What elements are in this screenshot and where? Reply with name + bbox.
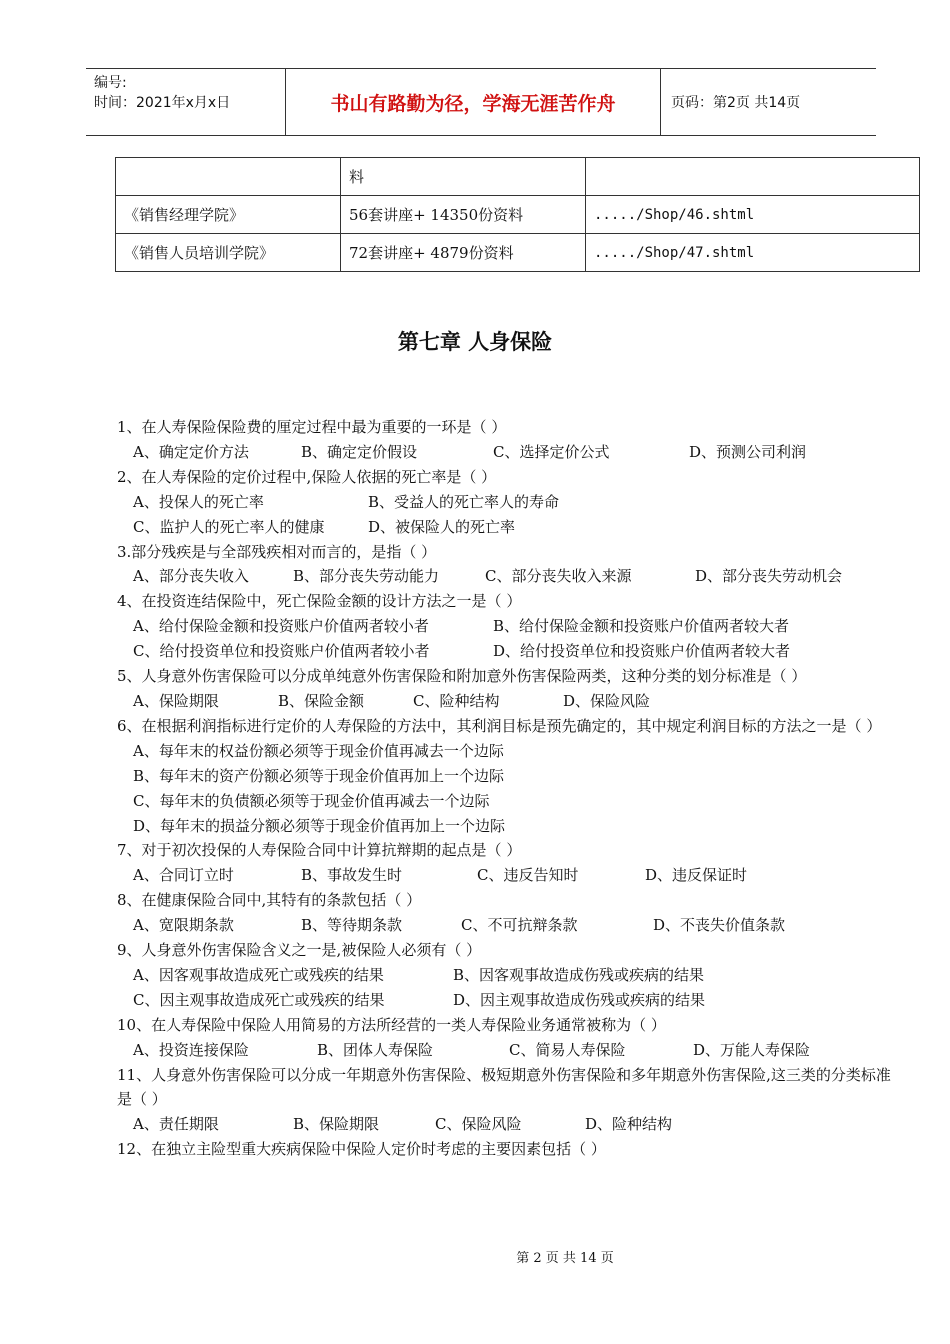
option-item: C、因主观事故造成死亡或残疾的结果 <box>133 990 385 1009</box>
question-text: 1、在人寿保险保险费的厘定过程中最为重要的一环是（ ） <box>117 418 507 436</box>
option-item: D、违反保证时 <box>645 866 748 885</box>
option-item: B、事故发生时 <box>301 866 403 885</box>
option-item: B、因客观事故造成伤残或疾病的结果 <box>453 965 705 984</box>
option-item: C、部分丧失收入来源 <box>485 567 632 586</box>
chapter-title: 第七章 人身保险 <box>397 330 553 354</box>
option-item: C、选择定价公式 <box>493 442 610 461</box>
table-cell-link[interactable] <box>586 158 920 196</box>
header-meta <box>86 69 286 135</box>
question-text: 4、在投资连结保险中，死亡保险金额的设计方法之一是（ ） <box>117 592 522 611</box>
option-row <box>117 515 895 540</box>
option-item: C、监护人的死亡率人的健康 <box>133 517 325 536</box>
option-item: B、保险期限 <box>293 1115 380 1134</box>
option-row <box>117 1038 895 1063</box>
page-header <box>86 68 876 136</box>
option-item: B、部分丧失劳动能力 <box>293 567 440 586</box>
option-item: A、每年末的权益份额必须等于现金价值再减去一个边际 <box>133 741 504 760</box>
option-item: B、团体人寿保险 <box>317 1040 434 1059</box>
option-item: A、合同订立时 <box>133 866 234 885</box>
option-item: B、保险金额 <box>278 691 365 710</box>
option-row <box>117 564 895 589</box>
option-item: D、每年末的损益分额必须等于现金价值再加上一个边际 <box>133 816 506 835</box>
header-motto: 书山有路勤为径，学海无涯苦作舟 <box>286 69 661 135</box>
option-item: A、给付保险金额和投资账户价值两者较小者 <box>133 617 429 636</box>
table-cell-link[interactable]: ...../Shop/46.shtml <box>586 196 920 234</box>
option-item: A、宽限期条款 <box>133 916 234 935</box>
option-item: A、因客观事故造成死亡或残疾的结果 <box>133 965 384 984</box>
question-text: 10、在人寿保险中保险人用简易的方法所经营的一类人寿保险业务通常被称为（ ） <box>117 1015 666 1034</box>
option-item: D、保险风险 <box>563 691 651 710</box>
option-row <box>117 913 895 938</box>
option-item: C、违反告知时 <box>477 866 579 885</box>
option-row <box>117 490 895 515</box>
table-cell-name: 《销售经理学院》 <box>116 196 341 234</box>
option-item: A、部分丧失收入 <box>133 567 249 586</box>
table-row <box>116 234 920 272</box>
option-item: C、每年末的负债额必须等于现金价值再减去一个边际 <box>133 791 490 810</box>
option-item: B、确定定价假设 <box>301 442 418 461</box>
question-text: 12、在独立主险型重大疾病保险中保险人定价时考虑的主要因素包括（ ） <box>117 1140 606 1159</box>
question-text: 11、人身意外伤害保险可以分成一年期意外伤害保险、极短期意外伤害保险和多年期意外伤害保险,这三类的分类标准是（ ） <box>117 1065 891 1109</box>
question-list <box>117 415 895 1162</box>
time-label: 时间：2021年x月x日 <box>94 95 231 111</box>
option-row <box>117 963 895 988</box>
option-item: A、投保人的死亡率 <box>133 492 264 511</box>
option-row <box>117 689 895 714</box>
question-text: 6、在根据利润指标进行定价的人寿保险的方法中，其利润目标是预先确定的，其中规定利润目标的方法之一是（ ） <box>117 716 882 735</box>
page-footer: 第 2 页 共 14 页 <box>516 1251 614 1266</box>
option-row <box>117 988 895 1013</box>
table-cell-name <box>116 158 341 196</box>
option-item: D、部分丧失劳动机会 <box>695 567 843 586</box>
option-row <box>117 639 895 664</box>
option-item: B、给付保险金额和投资账户价值两者较大者 <box>493 617 790 636</box>
option-item: C、给付投资单位和投资账户价值两者较小者 <box>133 642 430 661</box>
option-item: D、因主观事故造成伤残或疾病的结果 <box>453 990 706 1009</box>
option-row <box>117 614 895 639</box>
question-text: 2、在人寿保险的定价过程中,保险人依据的死亡率是（ ） <box>117 467 497 486</box>
option-item: D、预测公司利润 <box>689 442 807 461</box>
table-cell-content: 72套讲座+ 4879份资料 <box>341 234 586 272</box>
option-item: A、确定定价方法 <box>133 442 249 461</box>
option-item: C、不可抗辩条款 <box>461 916 578 935</box>
option-item: B、等待期条款 <box>301 916 403 935</box>
table-cell-content: 料 <box>341 158 586 196</box>
option-row <box>117 863 895 888</box>
option-item: C、简易人寿保险 <box>509 1040 626 1059</box>
option-item: B、受益人的死亡率人的寿命 <box>368 492 560 511</box>
question-text: 8、在健康保险合同中,其特有的条款包括（ ） <box>117 891 422 910</box>
code-label: 编号: <box>94 75 127 91</box>
option-item: A、责任期限 <box>133 1115 219 1134</box>
table-row <box>116 158 920 196</box>
option-item: D、万能人寿保险 <box>693 1040 811 1059</box>
table-cell-content: 56套讲座+ 14350份资料 <box>341 196 586 234</box>
question-text: 7、对于初次投保的人寿保险合同中计算抗辩期的起点是（ ） <box>117 841 522 860</box>
question-text: 9、人身意外伤害保险含义之一是,被保险人必须有（ ） <box>117 941 482 960</box>
table-cell-link[interactable]: ...../Shop/47.shtml <box>586 234 920 272</box>
header-page-label: 页码：第2页 共14页 <box>671 95 801 111</box>
option-item: A、投资连接保险 <box>133 1040 249 1059</box>
option-item: D、给付投资单位和投资账户价值两者较大者 <box>493 642 791 661</box>
option-item: D、被保险人的死亡率 <box>368 517 516 536</box>
table-cell-name: 《销售人员培训学院》 <box>116 234 341 272</box>
resource-table <box>115 157 920 272</box>
option-row <box>117 1112 895 1137</box>
question-text: 5、人身意外伤害保险可以分成单纯意外伤害保险和附加意外伤害保险两类，这种分类的划分标准是（ ） <box>117 667 807 686</box>
option-item: A、保险期限 <box>133 691 219 710</box>
option-row <box>117 440 895 465</box>
option-item: C、险种结构 <box>413 691 500 710</box>
option-item: D、险种结构 <box>585 1115 673 1134</box>
option-item: B、每年末的资产份额必须等于现金价值再加上一个边际 <box>133 766 505 785</box>
option-item: D、不丧失价值条款 <box>653 916 786 935</box>
option-item: C、保险风险 <box>435 1115 522 1134</box>
question-text: 3.部分残疾是与全部残疾相对而言的，是指（ ） <box>117 542 437 561</box>
table-row <box>116 196 920 234</box>
